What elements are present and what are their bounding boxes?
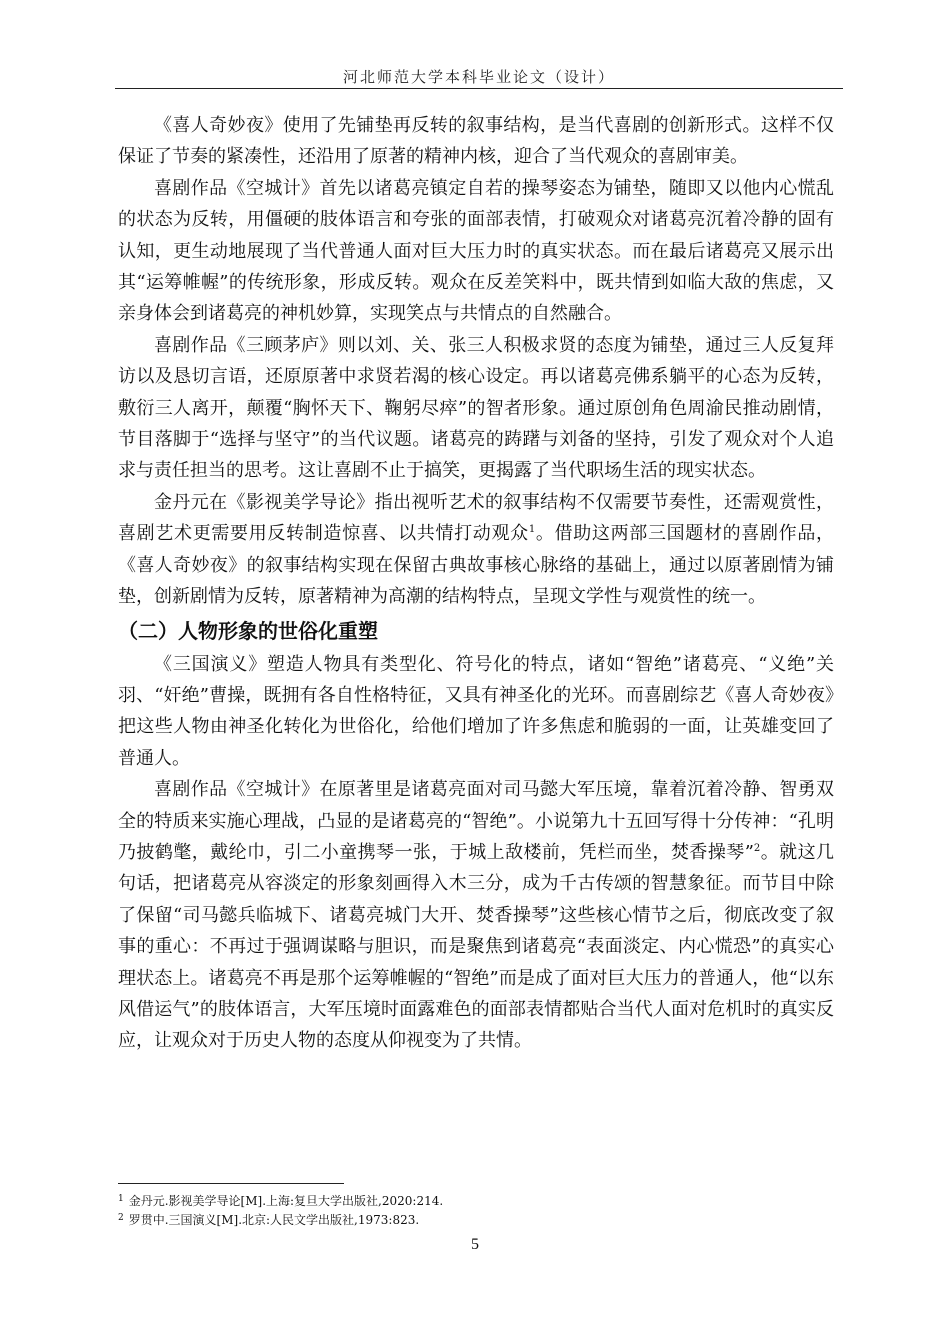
footnote-mark: 1 xyxy=(118,1194,124,1204)
paragraph-text: 。就这几句话，把诸葛亮从容淡定的形象刻画得入木三分，成为千古传颂的智慧象征。而节目中除了保留“司马懿兵临城下、诸葛亮城门大开、焚香操琴”这些核心情节之后，彻底改变了叙事的重心：不再过于强调谋略与胆识，而是聚焦到诸葛亮“表面淡定、内心慌恐”的真实心理状态上。诸葛亮不再是那个运筹帷幄的“智绝”而是成了面对巨大压力的普通人，他“以东风借运气”的肢体语言，大军压境时面露难色的面部表情都贴合当代人面对危机时的真实反应，让观众对于历史人物的态度从仰视变为了共情。 xyxy=(118,841,835,1052)
paragraph-text: 。借助这两部三国题材的喜剧作品，《喜人奇妙夜》的叙事结构实现在保留古典故事核心脉络的基础上，通过以原著剧情为铺垫，创新剧情为反转，原著精神为高潮的结构特点，呈现文学性与观赏性的统一。 xyxy=(118,523,835,608)
footnote-rule xyxy=(118,1183,344,1184)
footnote-mark: 2 xyxy=(118,1213,124,1223)
header-rule xyxy=(115,88,843,89)
footnote-item xyxy=(118,1192,834,1211)
paragraph xyxy=(118,487,834,613)
footnote-text: 罗贯中.三国演义[M].北京:人民文学出版社,1973:823. xyxy=(128,1213,420,1227)
paragraph xyxy=(118,774,834,1057)
paragraph: 喜剧作品《空城计》首先以诸葛亮镇定自若的操琴姿态为铺垫，随即又以他内心慌乱的状态为反转，用僵硬的肢体语言和夸张的面部表情，打破观众对诸葛亮沉着冷静的固有认知，更生动地展现了当代普通人面对巨大压力时的真实状态。而在最后诸葛亮又展示出其“运筹帷幄”的传统形象，形成反转。观众在反差笑料中，既共情到如临大敌的焦虑，又亲身体会到诸葛亮的神机妙算，实现笑点与共情点的自然融合。 xyxy=(118,177,834,325)
section-heading: （二）人物形象的世俗化重塑 xyxy=(118,618,378,643)
paragraph: 《喜人奇妙夜》使用了先铺垫再反转的叙事结构，是当代喜剧的创新形式。这样不仅保证了节奏的紧凑性，还沿用了原著的精神内核，迎合了当代观众的喜剧审美。 xyxy=(118,115,834,168)
paragraph-text: 喜剧作品《空城计》在原著里是诸葛亮面对司马懿大军压境，靠着沉着冷静、智勇双全的特质来实施心理战，凸显的是诸葛亮的“智绝”。小说第九十五回写得十分传神：“孔明乃披鹤氅，戴纶巾，引二小童携琴一张，于城上敌楼前，凭栏而坐，焚香操琴” xyxy=(118,779,834,863)
footnotes xyxy=(118,1192,834,1230)
footnote-ref-1[interactable]: 1 xyxy=(528,524,536,536)
footnote-item xyxy=(118,1211,834,1230)
running-header: 河北师范大学本科毕业论文（设计） xyxy=(342,68,615,86)
paragraph: 《三国演义》塑造人物具有类型化、符号化的特点，诸如“智绝”诸葛亮、“义绝”关羽、“奸绝”曹操，既拥有各自性格特征，又具有神圣化的光环。而喜剧综艺《喜人奇妙夜》把这些人物由神圣化转化为世俗化，给他们增加了许多焦虑和脆弱的一面，让英雄变回了普通人。 xyxy=(118,653,834,769)
paragraph-text: 金丹元在《影视美学导论》指出视听艺术的叙事结构不仅需要节奏性，还需观赏性，喜剧艺术更需要用反转制造惊喜、以共情打动观众 xyxy=(118,491,834,545)
footnote-text: 金丹元.影视美学导论[M].上海:复旦大学出版社,2020:214. xyxy=(128,1194,444,1208)
paragraph: 喜剧作品《三顾茅庐》则以刘、关、张三人积极求贤的态度为铺垫，通过三人反复拜访以及恳切言语，还原原著中求贤若渴的核心设定。再以诸葛亮佛系躺平的心态为反转，敷衍三人离开，颠覆“胸怀天下、鞠躬尽瘁”的智者形象。通过原创角色周渝民推动剧情，节目落脚于“选择与坚守”的当代议题。诸葛亮的踌躇与刘备的坚持，引发了观众对个人追求与责任担当的思考。这让喜剧不止于搞笑，更揭露了当代职场生活的现实状态。 xyxy=(118,334,834,482)
footnote-ref-2[interactable]: 2 xyxy=(753,842,761,854)
page-number: 5 xyxy=(471,1236,479,1253)
body-text xyxy=(118,110,834,1057)
